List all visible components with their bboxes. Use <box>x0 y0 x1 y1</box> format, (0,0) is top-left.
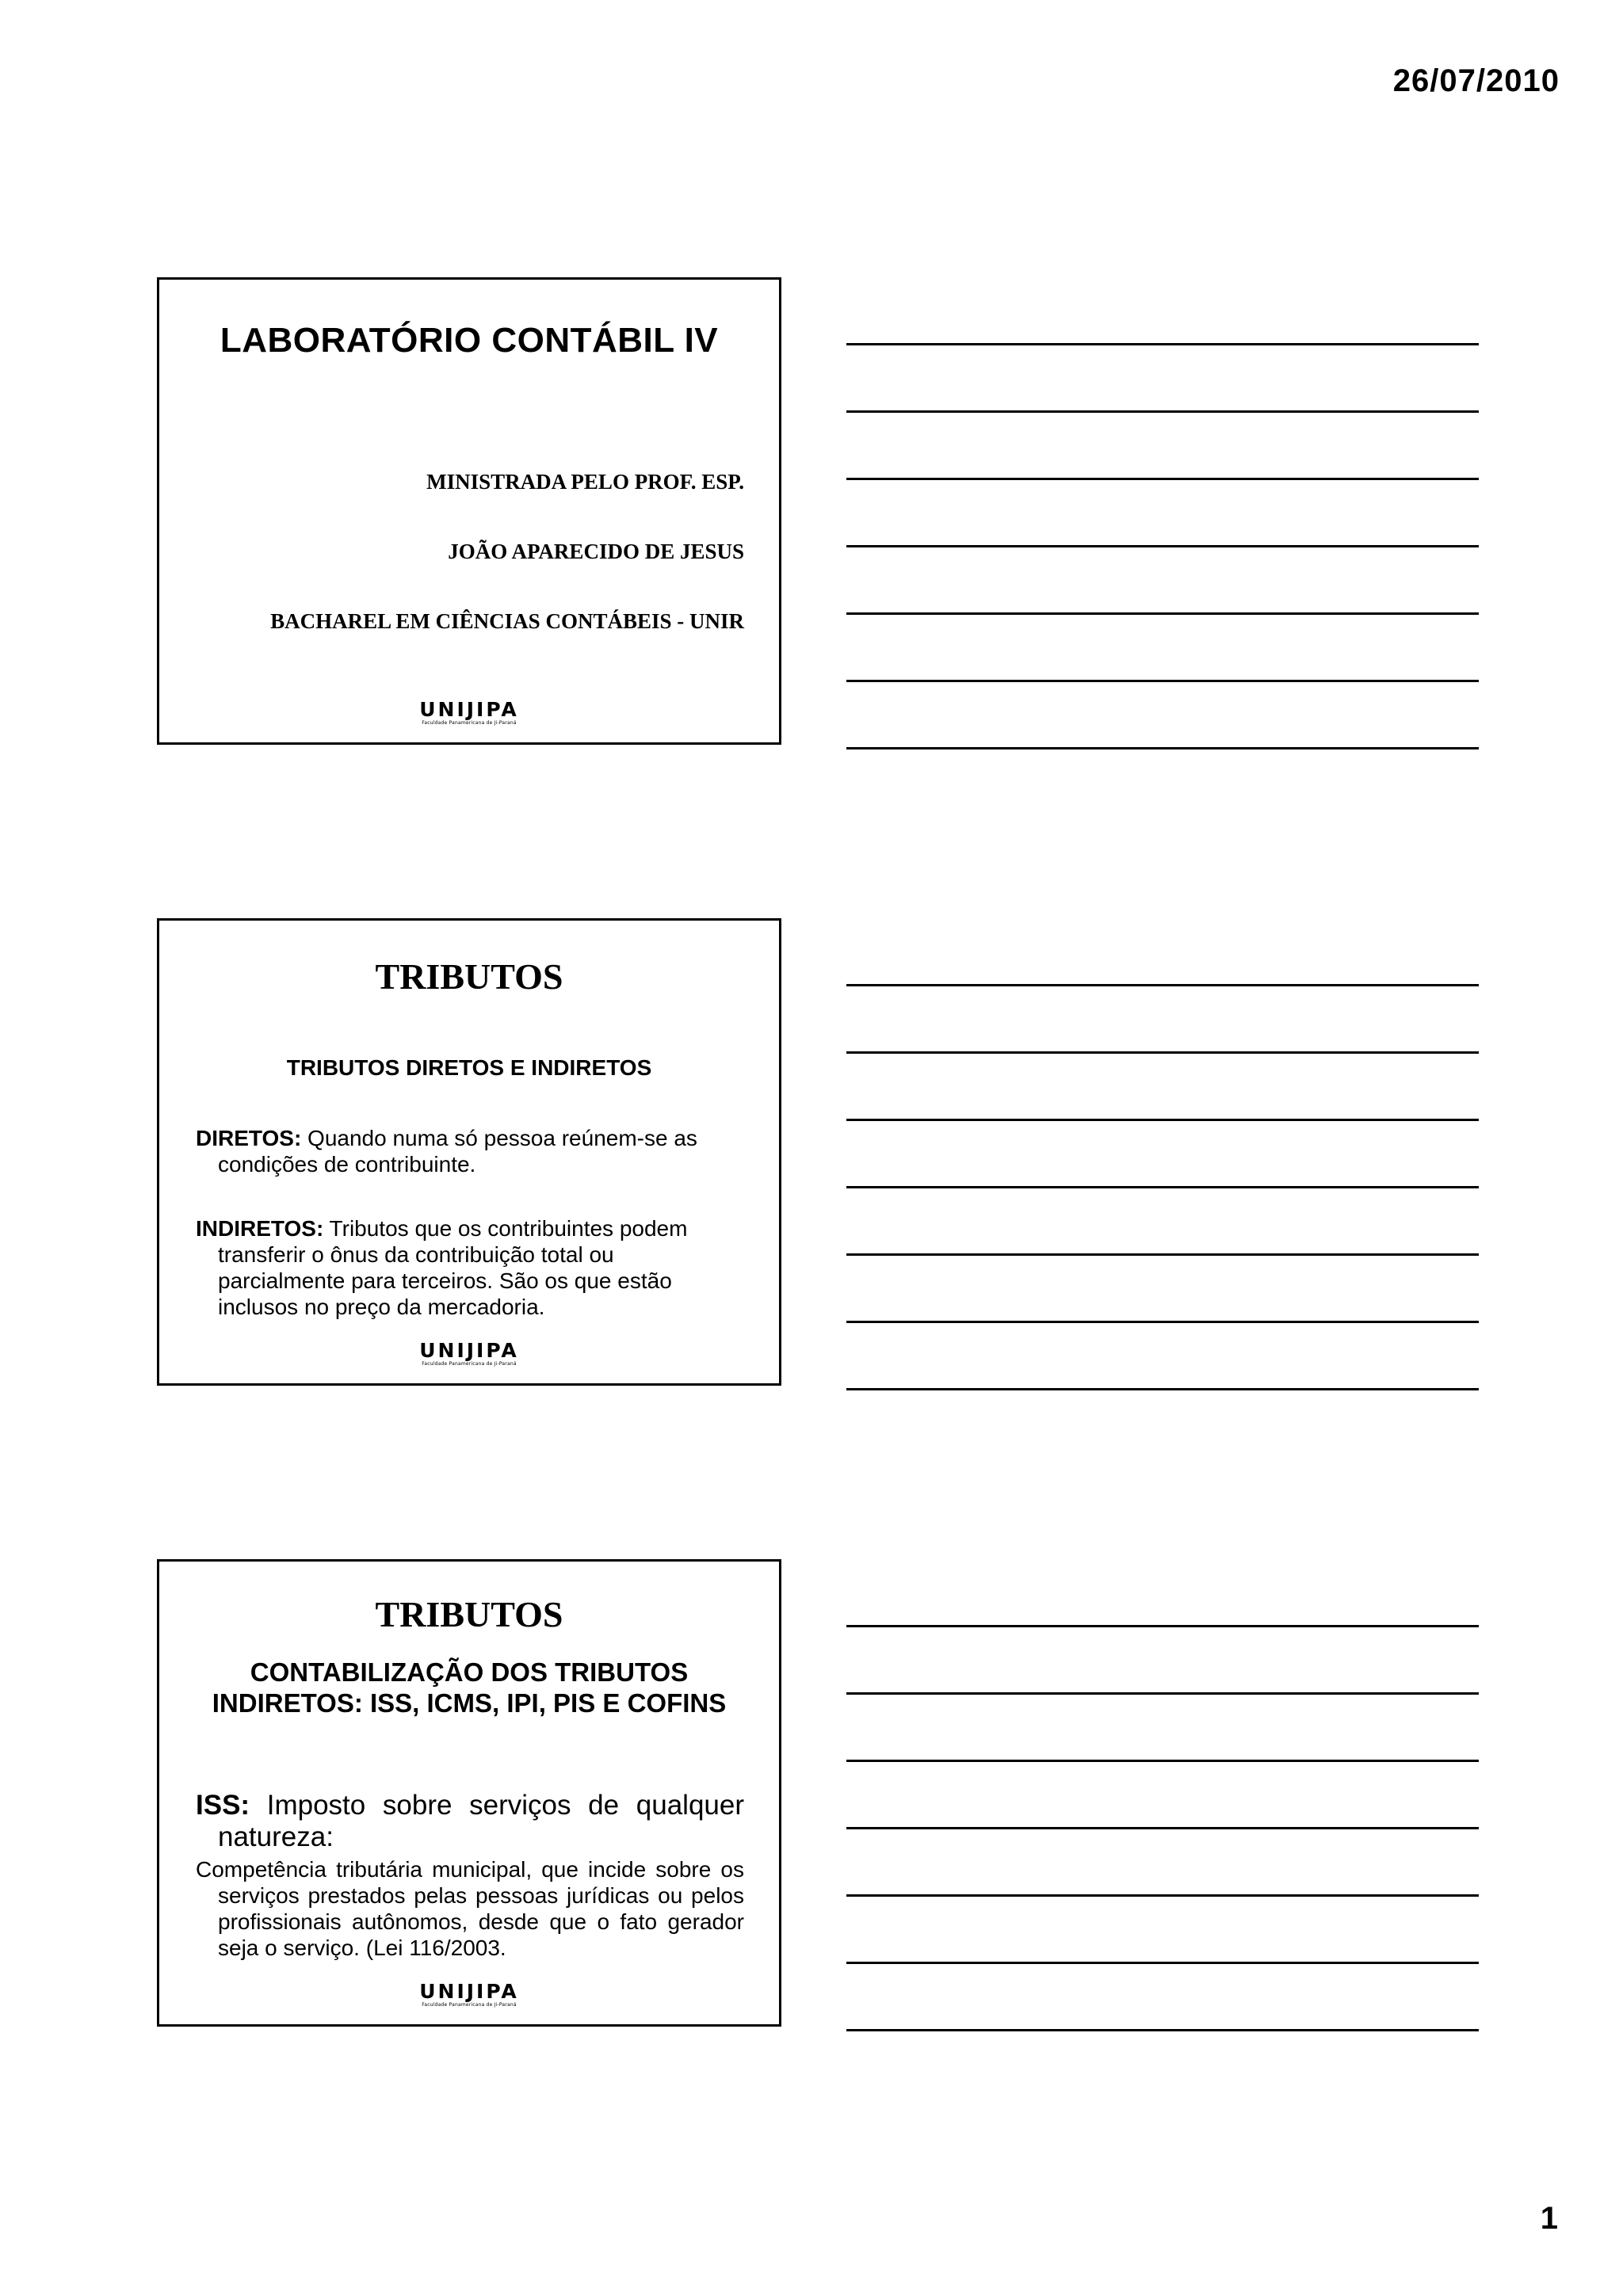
term-diretos: DIRETOS: <box>196 1126 302 1150</box>
note-line <box>846 680 1479 682</box>
note-line <box>846 1692 1479 1695</box>
slide-2-item-diretos <box>196 1125 744 1177</box>
logo-subtitle: Faculdade Panamericana de Ji-Paraná <box>422 720 517 726</box>
slide-3-iss <box>196 1790 744 1853</box>
note-line <box>846 1760 1479 1762</box>
slide-2-subtitle: TRIBUTOS DIRETOS E INDIRETOS <box>286 1055 652 1080</box>
text-indiretos: Tributos que os contribuintes podem transferir o ônus da contribuição total ou parcialmente para terceiros. São os que estão inclusos no preço da mercadoria. <box>218 1216 688 1319</box>
note-line <box>846 1253 1479 1256</box>
slide-3 <box>157 1559 781 2027</box>
note-line <box>846 478 1479 480</box>
note-line <box>846 1894 1479 1897</box>
slide-2-item-indiretos <box>196 1215 744 1320</box>
slide-1-title: LABORATÓRIO CONTÁBIL IV <box>220 321 719 360</box>
note-line <box>846 612 1479 615</box>
term-indiretos: INDIRETOS: <box>196 1216 324 1241</box>
slide-3-subtitle: CONTABILIZAÇÃO DOS TRIBUTOS INDIRETOS: ISS, ICMS, IPI, PIS E COFINS <box>212 1657 727 1718</box>
note-line <box>846 410 1479 413</box>
note-line <box>846 2029 1479 2031</box>
slide-2 <box>157 918 781 1386</box>
term-iss: ISS: <box>196 1790 250 1821</box>
unijipa-logo <box>159 700 779 726</box>
unijipa-logo <box>159 1341 779 1367</box>
slide-3-body: Competência tributária municipal, que incide sobre os serviços prestados pelas pessoas jurídicas ou pelos profissionais autônomos, desde que o fato gerador seja o serviço. (Lei 116/2003. <box>196 1857 744 1960</box>
note-line <box>846 1321 1479 1323</box>
note-line <box>846 1388 1479 1390</box>
slide-1-line-3: BACHAREL EM CIÊNCIAS CONTÁBEIS - UNIR <box>270 609 744 633</box>
slide-2-title: TRIBUTOS <box>375 956 563 997</box>
logo-subtitle: Faculdade Panamericana de Ji-Paraná <box>422 1361 517 1367</box>
page-number: 1 <box>1540 2201 1558 2236</box>
logo-text: UNIJIPA <box>419 698 519 721</box>
slide-1-line-2: JOÃO APARECIDO DE JESUS <box>448 540 744 563</box>
slide-3-title: TRIBUTOS <box>375 1594 563 1634</box>
slide-1-line-1: MINISTRADA PELO PROF. ESP. <box>426 470 744 494</box>
note-line <box>846 1119 1479 1121</box>
note-line <box>846 1962 1479 1964</box>
logo-text: UNIJIPA <box>419 1980 519 2003</box>
text-diretos: Quando numa só pessoa reúnem-se as condições de contribuinte. <box>218 1126 697 1177</box>
note-line <box>846 343 1479 345</box>
note-line <box>846 1186 1479 1188</box>
text-iss: Imposto sobre serviços de qualquer natureza: <box>218 1790 744 1852</box>
slide-1 <box>157 277 781 745</box>
note-line <box>846 1827 1479 1829</box>
logo-text: UNIJIPA <box>419 1339 519 1362</box>
note-line <box>846 1051 1479 1054</box>
unijipa-logo <box>159 1981 779 2008</box>
note-line <box>846 747 1479 749</box>
note-line <box>846 1625 1479 1627</box>
logo-subtitle: Faculdade Panamericana de Ji-Paraná <box>422 2002 517 2008</box>
note-line <box>846 545 1479 547</box>
page-date: 26/07/2010 <box>1392 63 1560 98</box>
note-line <box>846 984 1479 986</box>
